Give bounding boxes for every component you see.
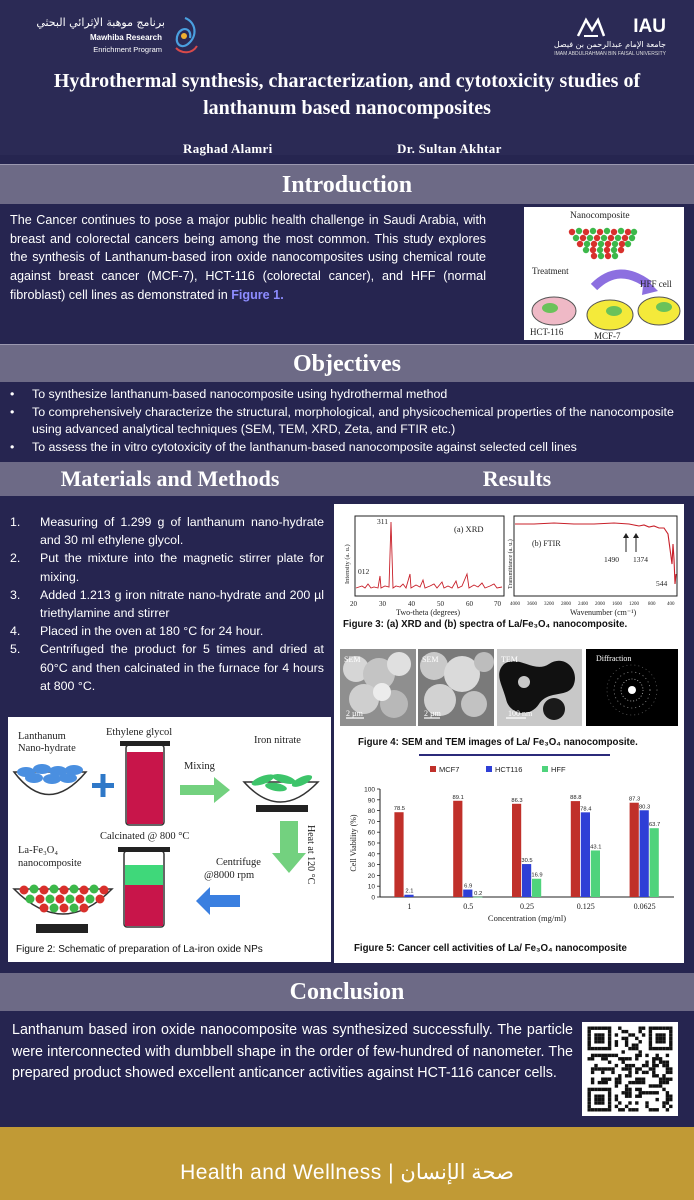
scale-bar-label: 2 µm: [346, 709, 363, 718]
step-number: 3.: [10, 587, 21, 602]
figure1-mcf7-label: MCF-7: [594, 331, 621, 341]
bar-hff: [532, 879, 541, 897]
mixing-label: Mixing: [184, 761, 215, 772]
method-step: [10, 640, 324, 695]
legend-swatch: [430, 766, 436, 772]
bar-mcf7: [571, 801, 580, 897]
y-tick-label: 90: [367, 797, 375, 805]
y-tick-label: 20: [367, 872, 375, 880]
ftir-plot: [507, 516, 677, 617]
figure3-caption: Figure 3: (a) XRD and (b) spectra of La/Fe₃O₄ nanocomposite.: [343, 619, 628, 630]
conclusion-text: Lanthanum based iron oxide nanocomposite was synthesized successfully. The particle were interconnected with dumbbell shape in the order of few-hundred of nanometer. The prepared product showed excellent anticancer activities against HCT-116 cancer cells.: [12, 1022, 573, 1082]
y-tick-label: 50: [367, 840, 375, 848]
centrifuge-label: Centrifuge: [216, 857, 261, 868]
objectives-heading: Objectives: [0, 344, 694, 382]
ftir-peak-label: 1374: [633, 555, 648, 564]
methods-results-band: [0, 462, 694, 496]
qr-code-icon: [582, 1022, 678, 1116]
ftir-xlabel: Wavenumber (cm⁻¹): [570, 608, 637, 617]
xrd-tick: 70: [494, 600, 501, 608]
scale-bar-label: 100 nm: [508, 709, 533, 718]
y-tick-label: 100: [364, 786, 375, 794]
author-name: Raghad Alamri: [183, 141, 273, 156]
legend-label: HCT116: [495, 765, 523, 774]
cell-viability-chart: [349, 765, 674, 923]
ftir-peak-label: 544: [656, 579, 668, 588]
bar-value-label: 89.1: [452, 794, 464, 801]
iau-english-name: IMAM ABDULRAHMAN BIN FAISAL UNIVERSITY: [554, 51, 666, 57]
method-step: [10, 549, 324, 585]
y-tick-label: 60: [367, 829, 375, 837]
sem-label: SEM: [422, 655, 439, 664]
xrd-tick: 40: [408, 600, 415, 608]
method-step: [10, 513, 324, 549]
ftir-tick: 800: [648, 602, 656, 607]
bar-value-label: 80.3: [638, 804, 651, 811]
objective-item: • To synthesize lanthanum-based nanocomposite using hydrothermal method: [8, 386, 684, 404]
bar-value-label: 2.1: [405, 888, 414, 895]
figure2-caption: Figure 2: Schematic of preparation of La-iron oxide NPs: [16, 944, 263, 955]
step-number: 1.: [10, 515, 21, 529]
bar-mcf7: [630, 803, 639, 897]
nanoparticle-cluster: [569, 228, 637, 259]
x-tick-label: 0.125: [576, 902, 595, 911]
bar-hct116: [522, 864, 531, 897]
bar-mcf7: [512, 804, 521, 897]
y-tick-label: 70: [367, 818, 375, 826]
ftir-tick: 2800: [561, 602, 571, 607]
methods-steps: [10, 513, 324, 695]
bar-hct116: [404, 895, 413, 897]
introduction-heading: Introduction: [0, 164, 694, 204]
product-label-2: nanocomposite: [18, 858, 82, 869]
mawhiba-arabic-name: برنامج موهبة الإثرائي البحثي: [36, 16, 165, 29]
footer-banner: [0, 1127, 694, 1200]
bar-mcf7: [453, 801, 462, 897]
y-tick-label: 10: [367, 883, 375, 891]
mawhiba-name-line2: Enrichment Program: [93, 45, 162, 54]
x-tick-label: 0.25: [520, 902, 534, 911]
xrd-xlabel: Two-theta (degrees): [396, 608, 461, 617]
xrd-plot: [344, 516, 504, 617]
qr-code[interactable]: [582, 1022, 678, 1116]
figure4-caption: Figure 4: SEM and TEM images of La/ Fe₃O₄ nanocomposite.: [358, 737, 638, 748]
xrd-peak-label: 311: [377, 517, 388, 526]
step-text: Added 1.213 g iron nitrate nano-hydrate and 200 µl triethylamine and stirrer: [40, 587, 324, 621]
method-step: [10, 622, 324, 640]
xrd-ylabel: Intensity (a. u.): [344, 544, 351, 584]
ftir-tick: 3200: [544, 602, 554, 607]
iau-logo: [516, 10, 666, 60]
objectives-list: [8, 386, 684, 456]
mawhiba-name-line1: Mawhiba Research: [89, 33, 162, 42]
bar-hct116: [581, 812, 590, 897]
bar-mcf7: [394, 812, 403, 897]
step-number: 4.: [10, 624, 21, 639]
bar-value-label: 0.2: [474, 890, 483, 897]
centrifuge-speed-label: @8000 rpm: [204, 870, 255, 881]
footer-theme: Health and Wellness | صحة الإنسان: [180, 1161, 514, 1184]
bar-hct116: [640, 810, 649, 897]
y-tick-label: 80: [367, 808, 375, 816]
diffraction-label: Diffraction: [596, 654, 632, 663]
introduction-text: [10, 211, 486, 305]
ftir-panel-label: (b) FTIR: [532, 539, 561, 548]
bar-value-label: 6.9: [464, 883, 473, 890]
step-number: 5.: [10, 642, 21, 657]
ftir-tick: 2000: [595, 602, 605, 607]
legend-label: MCF7: [439, 765, 460, 774]
bar-value-label: 86.3: [511, 797, 523, 804]
chart-xlabel: Concentration (mg/ml): [487, 913, 567, 923]
lanthanum-label: Lanthanum Nano-hydrate: [18, 731, 76, 754]
bar-value-label: 87.3: [628, 796, 641, 803]
figure2-schematic: [8, 717, 331, 962]
x-tick-label: 1: [407, 902, 412, 911]
bar-value-label: 16.9: [531, 872, 543, 879]
ftir-peak-label: 1490: [604, 555, 619, 564]
xrd-tick: 20: [350, 600, 357, 608]
product-label: La-Fe₃O₄: [18, 845, 58, 856]
mixing-arrow-icon: [180, 777, 230, 803]
figure1-hff-label: HFF cell: [640, 279, 672, 289]
step-text: Measuring of 1.299 g of lanthanum nano-hydrate and 30 ml ethylene glycol.: [40, 515, 324, 548]
method-step: [10, 586, 324, 622]
bar-value-label: 88.8: [570, 795, 582, 802]
iau-emblem-icon: [576, 16, 606, 40]
heat-label: Heat at 120 °C: [305, 825, 316, 885]
bar-value-label: 78.4: [580, 806, 592, 813]
bar-value-label: 30.5: [521, 858, 533, 865]
y-tick-label: 40: [367, 851, 375, 859]
bar-hff: [650, 828, 659, 897]
legend-label: HFF: [551, 765, 566, 774]
ftir-spectrum-line: [515, 523, 676, 584]
bar-hct116: [463, 890, 472, 897]
ftir-tick: 2400: [578, 602, 588, 607]
bar-hff: [473, 897, 482, 898]
ftir-tick: 400: [667, 602, 675, 607]
ethylene-label: Ethylene glycol: [106, 727, 173, 738]
methods-heading: Materials and Methods: [60, 466, 280, 491]
centrifuge-arrow-icon: [196, 887, 240, 915]
results-panel: [334, 504, 684, 963]
objective-item: • To comprehensively characterize the structural, morphological, and physicochemical properties of the nanocomposite using advanced analytical techniques (SEM, TEM, XRD, Zeta, and FTIR etc.): [8, 404, 684, 439]
tem-label: TEM: [501, 655, 518, 664]
figure5-caption: Figure 5: Cancer cell activities of La/ Fe₃O₄ nanocomposite: [354, 943, 627, 954]
figure1-link[interactable]: Figure 1.: [231, 287, 284, 302]
xrd-tick: 50: [437, 600, 444, 608]
poster-title: Hydrothermal synthesis, characterization, and cytotoxicity studies of lanthanum based nanocomposites: [53, 70, 641, 119]
objective-item: • To assess the in vitro cytotoxicity of the lanthanum-based nanocomposite against selected cell lines: [8, 439, 684, 457]
scale-bar-label: 2 µm: [424, 709, 441, 718]
step-number: 2.: [10, 551, 21, 566]
step-text: Centrifuged the product for 5 times and dried at 60°C and then calcinated in the furnace for 4 hours at 800 °C.: [40, 642, 324, 693]
x-tick-label: 0.0625: [633, 902, 656, 911]
y-tick-label: 30: [367, 862, 375, 870]
poster-header: [0, 0, 694, 155]
mawhiba-logo: [30, 12, 200, 58]
y-tick-label: 0: [371, 894, 375, 902]
bar-value-label: 63.7: [648, 822, 661, 829]
xrd-tick: 30: [379, 600, 386, 608]
bar-hff: [591, 850, 600, 897]
x-tick-label: 0.5: [463, 902, 474, 911]
iron-nitrate-label: Iron nitrate: [254, 735, 301, 746]
step-text: Put the mixture into the magnetic stirrer plate for mixing.: [40, 551, 324, 584]
ftir-tick: 4000: [510, 602, 520, 607]
mawhiba-emblem-icon: [170, 14, 200, 56]
heat-arrow-icon: [272, 821, 306, 873]
bar-value-label: 43.1: [590, 844, 602, 851]
xrd-panel-label: (a) XRD: [454, 524, 484, 534]
introduction-body: The Cancer continues to pose a major public health challenge in Saudi Arabia, with breast and colorectal cancers being among the most common. This study explores the synthesis of Lanthanum-based iron oxide nanocomposites using chemical route against breast cancer (MCF-7), HCT-116 (colorectal cancer), and HFF (normal fibroblast) cell lines as demonstrated in: [10, 213, 486, 302]
step-text: Placed in the oven at 180 °C for 24 hour.: [40, 624, 264, 639]
legend-swatch: [542, 766, 548, 772]
figure1-diagram: [524, 207, 684, 340]
iau-acronym: IAU: [633, 16, 666, 37]
ftir-ylabel: Transmittance (a. u.): [508, 539, 514, 589]
xrd-peak-label: 012: [358, 567, 370, 576]
chart-ylabel: Cell Viability (%): [349, 814, 358, 872]
iau-arabic-name: جامعة الإمام عبدالرحمن بن فيصل: [553, 40, 666, 49]
results-heading: Results: [482, 466, 552, 491]
sem-label: SEM: [344, 655, 361, 664]
legend-swatch: [486, 766, 492, 772]
ftir-tick: 1600: [612, 602, 622, 607]
results-figures: [334, 504, 684, 963]
figure1-hct116-label: HCT-116: [530, 327, 564, 337]
conclusion-heading: Conclusion: [0, 973, 694, 1011]
calcination-label: Calcinated @ 800 °C: [100, 831, 190, 842]
xrd-tick: 60: [466, 600, 473, 608]
ftir-tick: 1200: [629, 602, 639, 607]
bar-value-label: 78.5: [393, 806, 406, 813]
hff-cell-icon: [638, 297, 680, 325]
figure1-nanocomposite-label: Nanocomposite: [570, 211, 630, 221]
ftir-tick: 3600: [527, 602, 537, 607]
supervisor-name: Dr. Sultan Akhtar: [397, 141, 502, 156]
figure1-treatment-label: Treatment: [532, 266, 569, 276]
